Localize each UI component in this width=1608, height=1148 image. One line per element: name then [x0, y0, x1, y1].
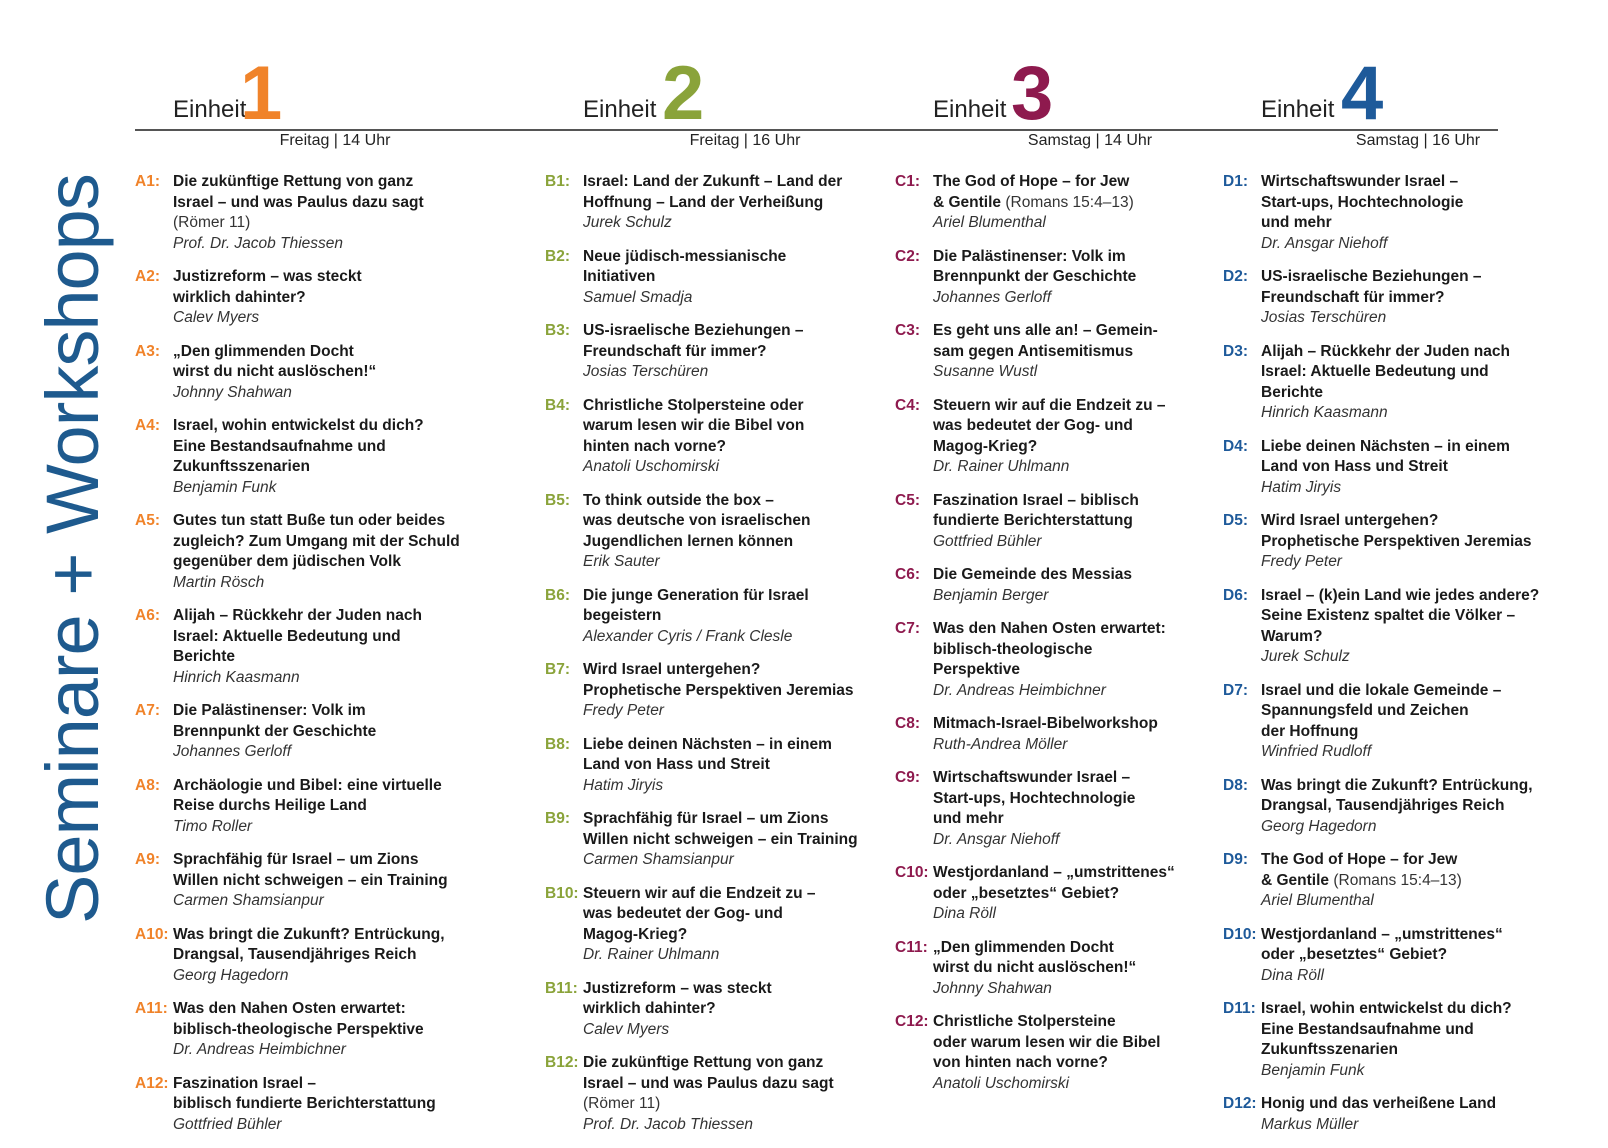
workshop-title: [173, 850, 475, 891]
workshop-title-text: To think outside the box – was deutsche von israelischen Jugendlichen lernen können: [583, 491, 811, 550]
unit-number: 1: [240, 51, 283, 136]
workshop-code: A6:: [135, 607, 160, 624]
workshop-speaker: Martin Rösch: [173, 573, 265, 591]
workshop-item: [545, 809, 890, 871]
workshop-speaker: Dr. Ansgar Niehoff: [933, 830, 1060, 848]
workshop-title: [583, 1053, 890, 1115]
workshop-speaker: Georg Hagedorn: [1261, 817, 1377, 835]
workshop-title-text: Sprachfähig für Israel – um Zions Willen nicht schweigen – ein Training: [173, 851, 448, 889]
workshop-title-text: Alijah – Rückkehr der Juden nach Israel: Aktuelle Bedeutung und Berichte: [1261, 342, 1510, 401]
workshop-speaker: Winfried Rudloff: [1261, 743, 1372, 760]
workshop-title: [583, 884, 890, 946]
workshop-speaker: Calev Myers: [173, 309, 260, 326]
workshop-title-text: Israel, wohin entwickelst du dich? Eine Bestandsaufnahme und Zukunftsszenarien: [173, 417, 424, 475]
workshop-code: A11:: [135, 1000, 168, 1017]
workshop-item: [545, 247, 890, 309]
workshop-title: [933, 321, 1215, 362]
workshop-code: D8:: [1223, 776, 1248, 794]
workshop-code: D12:: [1223, 1095, 1257, 1112]
workshop-title: [583, 979, 890, 1020]
workshop-title-text: Faszination Israel – biblisch fundierte Berichterstattung: [933, 491, 1139, 529]
workshop-item: [1223, 267, 1563, 329]
unit-number: 4: [1341, 51, 1384, 136]
workshop-code: C12:: [895, 1013, 929, 1030]
workshop-item: [1223, 776, 1563, 838]
workshop-speaker: Fredy Peter: [1261, 553, 1342, 570]
workshop-list: [895, 172, 1215, 1107]
workshop-code: D11:: [1223, 1000, 1256, 1017]
unit-timing: Samstag | 14 Uhr: [1027, 132, 1153, 149]
workshop-code: D6:: [1223, 586, 1248, 604]
workshop-item: [135, 925, 475, 987]
workshop-speaker: Dina Röll: [933, 905, 996, 922]
workshop-code: A8:: [135, 776, 160, 794]
workshop-speaker: Hinrich Kaasmann: [173, 668, 300, 686]
workshop-item: [1223, 925, 1563, 987]
workshop-code: C6:: [895, 566, 920, 583]
workshop-title: [583, 491, 890, 553]
workshop-speaker: Gottfried Bühler: [933, 532, 1042, 550]
workshop-speaker: Hatim Jiryis: [583, 776, 664, 794]
workshop-item: [545, 586, 890, 648]
workshop-code: D10:: [1223, 925, 1257, 943]
workshop-title: [173, 342, 475, 383]
workshop-speaker: Erik Sauter: [583, 553, 660, 570]
unit-column-3: [895, 51, 1215, 1092]
workshop-speaker: Benjamin Funk: [173, 478, 277, 496]
workshop-code: C4:: [895, 396, 920, 414]
workshop-speaker: Alexander Cyris / Frank Clesle: [583, 627, 793, 645]
workshop-title: [173, 776, 475, 817]
workshop-title: [1261, 586, 1563, 648]
workshop-code: C7:: [895, 620, 920, 637]
workshop-title-text: Mitmach-Israel-Bibelworkshop: [933, 715, 1158, 732]
workshop-code: D9:: [1223, 851, 1248, 868]
workshop-title-text: Gutes tun statt Buße tun oder beides zugleich? Zum Umgang mit der Schuld gegenüber dem jüdischen Volk: [173, 512, 460, 570]
workshop-title: [1261, 511, 1563, 552]
workshop-title: [933, 714, 1215, 735]
workshop-code: B1:: [545, 173, 570, 190]
workshop-code: B12:: [545, 1054, 579, 1071]
workshop-title: [1261, 1094, 1563, 1115]
unit-word: Einheit: [1261, 96, 1335, 123]
workshop-title: [933, 863, 1215, 904]
unit-header: [545, 51, 880, 136]
workshop-title-text: Justizreform – was steckt wirklich dahinter?: [173, 268, 362, 306]
workshop-title-text: Was den Nahen Osten erwartet: biblisch-theologische Perspektive: [933, 620, 1166, 678]
workshop-code: D4:: [1223, 437, 1248, 455]
workshop-title-text: Die zukünftige Rettung von ganz Israel – und was Paulus dazu sagt: [583, 1054, 834, 1092]
workshop-item: [135, 172, 475, 254]
workshop-speaker: Georg Hagedorn: [173, 966, 289, 984]
workshop-item: [545, 979, 890, 1041]
workshop-title: [1261, 681, 1563, 743]
workshop-item: [895, 565, 1215, 606]
workshop-title: [583, 809, 890, 850]
workshop-code: D2:: [1223, 268, 1248, 285]
workshop-title-text: Die zukünftige Rettung von ganz Israel – und was Paulus dazu sagt: [173, 173, 424, 211]
workshop-title: [933, 247, 1215, 288]
workshop-note: (Römer 11): [173, 214, 251, 231]
workshop-title-text: Was bringt die Zukunft? Entrückung, Drangsal, Tausendjähriges Reich: [1261, 776, 1533, 814]
workshop-speaker: Carmen Shamsianpur: [583, 851, 734, 868]
unit-timing: Freitag | 14 Uhr: [279, 132, 391, 149]
unit-timing: Freitag | 16 Uhr: [689, 132, 801, 149]
workshop-title-text: Was bringt die Zukunft? Entrückung, Drangsal, Tausendjähriges Reich: [173, 925, 445, 963]
workshop-note: (Romans 15:4–13): [1005, 193, 1134, 211]
workshop-title: [173, 1074, 475, 1115]
workshop-code: C8:: [895, 715, 920, 732]
workshop-item: [135, 776, 475, 838]
workshop-code: C5:: [895, 491, 920, 509]
workshop-title-text: Wird Israel untergehen? Prophetische Perspektiven Jeremias: [583, 661, 854, 699]
workshop-code: A7:: [135, 702, 160, 719]
workshop-speaker: Dr. Andreas Heimbichner: [933, 681, 1106, 699]
workshop-title: [583, 660, 890, 701]
workshop-speaker: Carmen Shamsianpur: [173, 892, 324, 909]
workshop-item: [895, 1012, 1215, 1094]
workshop-title: [173, 416, 475, 478]
workshop-note: (Romans 15:4–13): [1333, 871, 1462, 889]
workshop-item: [135, 511, 475, 593]
workshop-title-text: The God of Hope – for Jew & Gentile: [933, 173, 1130, 211]
workshop-code: A4:: [135, 417, 160, 434]
workshop-item: [135, 1074, 475, 1136]
workshop-item: [135, 999, 475, 1061]
workshop-code: C1:: [895, 173, 920, 190]
workshop-speaker: Fredy Peter: [583, 702, 664, 719]
workshop-title: [583, 586, 890, 627]
workshop-speaker: Samuel Smadja: [583, 288, 693, 306]
workshop-item: [1223, 850, 1563, 912]
workshop-speaker: Susanne Wustl: [933, 363, 1038, 380]
unit-word: Einheit: [933, 96, 1007, 123]
workshop-title: [1261, 267, 1563, 308]
workshop-item: [895, 619, 1215, 701]
workshop-code: A9:: [135, 851, 160, 868]
workshop-title: [583, 735, 890, 776]
workshop-speaker: Ariel Blumenthal: [933, 214, 1046, 231]
workshop-code: A10:: [135, 925, 169, 943]
workshop-item: [1223, 437, 1563, 499]
workshop-item: [895, 247, 1215, 309]
workshop-title: [173, 606, 475, 668]
workshop-list: [135, 172, 475, 1148]
workshop-code: D3:: [1223, 342, 1248, 360]
workshop-item: [135, 342, 475, 404]
workshop-code: B8:: [545, 735, 570, 753]
workshop-title-text: Liebe deinen Nächsten – in einem Land von Hass und Streit: [1261, 437, 1510, 475]
workshop-title: [1261, 999, 1563, 1061]
workshop-title-text: Israel und die lokale Gemeinde – Spannungsfeld und Zeichen der Hoffnung: [1261, 681, 1502, 740]
workshop-item: [545, 735, 890, 797]
workshop-title: [1261, 437, 1563, 478]
workshop-code: B11:: [545, 979, 578, 997]
workshop-speaker: Gottfried Bühler: [173, 1115, 282, 1133]
workshop-title-text: Steuern wir auf die Endzeit zu – was bedeutet der Gog- und Magog-Krieg?: [583, 884, 816, 943]
workshop-title-text: Christliche Stolpersteine oder warum lesen wir die Bibel von hinten nach vorne?: [583, 396, 805, 455]
workshop-title-text: Alijah – Rückkehr der Juden nach Israel: Aktuelle Bedeutung und Berichte: [173, 607, 422, 665]
workshop-title: [1261, 172, 1563, 234]
workshop-code: A3:: [135, 342, 160, 360]
unit-number: 2: [662, 51, 705, 136]
workshop-speaker: Markus Müller: [1261, 1115, 1359, 1133]
workshop-code: B10:: [545, 884, 579, 902]
workshop-speaker: Timo Roller: [173, 817, 253, 835]
workshop-title: [173, 267, 475, 308]
workshop-code: C2:: [895, 247, 920, 265]
workshop-code: B7:: [545, 661, 570, 678]
workshop-note: (Römer 11): [583, 1095, 661, 1112]
workshop-title-text: Wirtschaftswunder Israel – Start-ups, Hochtechnologie und mehr: [1261, 173, 1464, 231]
workshop-speaker: Anatoli Uschomirski: [583, 458, 720, 475]
workshop-item: [895, 172, 1215, 234]
workshop-item: [545, 172, 890, 234]
unit-column-2: [545, 51, 880, 1133]
workshop-item: [1223, 681, 1563, 763]
workshop-title-text: Die Palästinenser: Volk im Brennpunkt der Geschichte: [933, 247, 1137, 285]
unit-word: Einheit: [173, 96, 247, 123]
unit-number: 3: [1011, 51, 1054, 136]
workshop-code: B4:: [545, 396, 570, 414]
workshop-title: [173, 511, 475, 573]
workshop-title: [933, 172, 1215, 213]
workshop-speaker: Johannes Gerloff: [173, 743, 292, 760]
workshop-speaker: Anatoli Uschomirski: [933, 1074, 1070, 1092]
workshop-title-text: Steuern wir auf die Endzeit zu – was bedeutet der Gog- und Magog-Krieg?: [933, 396, 1166, 455]
workshop-speaker: Dr. Andreas Heimbichner: [173, 1041, 346, 1058]
workshop-speaker: Ariel Blumenthal: [1261, 892, 1374, 909]
workshop-code: B9:: [545, 810, 570, 827]
workshop-code: A1:: [135, 173, 160, 190]
workshop-item: [895, 321, 1215, 383]
workshop-code: C9:: [895, 769, 920, 786]
unit-header: [135, 51, 470, 136]
workshop-item: [545, 396, 890, 478]
workshop-title-text: Die Palästinenser: Volk im Brennpunkt der Geschichte: [173, 702, 377, 740]
workshop-speaker: Benjamin Berger: [933, 586, 1049, 604]
workshop-title: [933, 565, 1215, 586]
workshop-title-text: Wird Israel untergehen? Prophetische Perspektiven Jeremias: [1261, 512, 1532, 550]
workshop-title: [933, 768, 1215, 830]
workshop-code: B3:: [545, 322, 570, 339]
workshop-title: [583, 172, 890, 213]
workshop-speaker: Hinrich Kaasmann: [1261, 404, 1388, 421]
workshop-item: [135, 850, 475, 912]
workshop-title-text: Israel – (k)ein Land wie jedes andere? Seine Existenz spaltet die Völker – Warum?: [1261, 586, 1540, 645]
side-title: Seminare + Workshops: [31, 174, 114, 924]
workshop-code: A12:: [135, 1074, 169, 1092]
workshop-code: D5:: [1223, 512, 1248, 529]
workshop-code: C11:: [895, 938, 928, 956]
workshop-title: [933, 1012, 1215, 1074]
workshop-title-text: Wirtschaftswunder Israel – Start-ups, Hochtechnologie und mehr: [933, 769, 1136, 827]
workshop-item: [1223, 999, 1563, 1081]
workshop-title: [1261, 850, 1563, 891]
unit-header: [1223, 51, 1558, 136]
workshop-title: [583, 247, 890, 288]
workshop-item: [135, 606, 475, 688]
workshop-list: [1223, 172, 1563, 1148]
workshop-item: [1223, 1094, 1563, 1135]
workshop-item: [545, 491, 890, 573]
workshop-item: [135, 267, 475, 329]
workshop-item: [1223, 342, 1563, 424]
workshop-title: [583, 396, 890, 458]
workshop-speaker: Johnny Shahwan: [933, 979, 1052, 997]
workshop-code: D7:: [1223, 681, 1248, 699]
workshop-speaker: Hatim Jiryis: [1261, 478, 1342, 496]
workshop-code: C10:: [895, 864, 929, 881]
workshop-title: [173, 701, 475, 742]
workshop-speaker: Dr. Ansgar Niehoff: [1261, 234, 1388, 252]
workshop-title-text: Honig und das verheißene Land: [1261, 1095, 1497, 1112]
workshop-item: [895, 396, 1215, 478]
workshop-item: [895, 938, 1215, 1000]
workshop-title: [173, 925, 475, 966]
workshop-title-text: Israel: Land der Zukunft – Land der Hoffnung – Land der Verheißung: [583, 173, 843, 211]
workshop-speaker: Dr. Rainer Uhlmann: [933, 458, 1070, 475]
workshop-speaker: Jurek Schulz: [583, 214, 672, 231]
workshop-speaker: Dr. Rainer Uhlmann: [583, 946, 720, 963]
workshop-item: [545, 660, 890, 722]
workshop-title-text: Faszination Israel – biblisch fundierte Berichterstattung: [173, 1074, 436, 1112]
workshop-item: [895, 491, 1215, 553]
workshop-title: [583, 321, 890, 362]
unit-timing: Samstag | 16 Uhr: [1355, 132, 1481, 149]
workshop-code: B2:: [545, 247, 570, 265]
workshop-title-text: The God of Hope – for Jew & Gentile: [1261, 851, 1458, 889]
workshop-title-text: Neue jüdisch-messianische Initiativen: [583, 247, 787, 285]
workshop-code: A5:: [135, 512, 160, 529]
workshop-title: [933, 396, 1215, 458]
workshop-speaker: Johnny Shahwan: [173, 383, 292, 401]
workshop-speaker: Josias Terschüren: [1261, 309, 1387, 326]
workshop-item: [545, 884, 890, 966]
workshop-title-text: Archäologie und Bibel: eine virtuelle Reise durchs Heilige Land: [173, 776, 442, 814]
workshop-item: [895, 714, 1215, 755]
workshop-item: [895, 863, 1215, 925]
workshop-list: [545, 172, 890, 1148]
workshop-speaker: Calev Myers: [583, 1020, 670, 1038]
workshop-title-text: US-israelische Beziehungen – Freundschaft für immer?: [1261, 268, 1482, 306]
workshop-speaker: Benjamin Funk: [1261, 1061, 1365, 1079]
workshop-speaker: Dina Röll: [1261, 966, 1324, 984]
workshop-speaker: Prof. Dr. Jacob Thiessen: [173, 234, 343, 252]
workshop-item: [895, 768, 1215, 850]
workshop-code: B5:: [545, 491, 570, 509]
unit-header: [895, 51, 1215, 136]
workshop-title: [933, 619, 1215, 681]
workshop-title: [1261, 776, 1563, 817]
unit-column-4: [1223, 51, 1558, 1133]
workshop-title: [173, 172, 475, 234]
workshop-title-text: Justizreform – was steckt wirklich dahinter?: [583, 979, 772, 1017]
workshop-speaker: Ruth-Andrea Möller: [933, 735, 1068, 753]
unit-word: Einheit: [583, 96, 657, 123]
workshop-title-text: Was den Nahen Osten erwartet: biblisch-theologische Perspektive: [173, 1000, 424, 1038]
workshop-speaker: Prof. Dr. Jacob Thiessen: [583, 1115, 753, 1133]
workshop-item: [545, 321, 890, 383]
workshop-item: [545, 1053, 890, 1135]
workshop-title-text: Westjordanland – „umstrittenes“ oder „besetztes“ Gebiet?: [1261, 925, 1503, 963]
workshop-code: A2:: [135, 268, 160, 285]
workshop-item: [1223, 586, 1563, 668]
workshop-title-text: Die Gemeinde des Messias: [933, 566, 1133, 583]
workshop-code: B6:: [545, 586, 570, 604]
workshop-code: D1:: [1223, 173, 1248, 190]
workshop-title-text: Die junge Generation für Israel begeistern: [583, 586, 809, 624]
workshop-title: [933, 491, 1215, 532]
workshop-title: [1261, 342, 1563, 404]
workshop-title-text: Sprachfähig für Israel – um Zions Willen nicht schweigen – ein Training: [583, 810, 858, 848]
workshop-title-text: Israel, wohin entwickelst du dich? Eine Bestandsaufnahme und Zukunftsszenarien: [1261, 1000, 1512, 1058]
unit-column-1: [135, 51, 470, 1133]
workshop-item: [135, 416, 475, 498]
workshop-title-text: „Den glimmenden Docht wirst du nicht auslöschen!“: [173, 342, 377, 380]
workshop-item: [135, 701, 475, 763]
workshop-speaker: Jurek Schulz: [1261, 648, 1350, 665]
workshop-title: [1261, 925, 1563, 966]
workshop-title-text: Liebe deinen Nächsten – in einem Land von Hass und Streit: [583, 735, 832, 773]
workshop-speaker: Josias Terschüren: [583, 363, 709, 380]
workshop-title: [933, 938, 1215, 979]
workshop-title-text: Westjordanland – „umstrittenes“ oder „besetztes“ Gebiet?: [933, 864, 1175, 902]
workshop-speaker: Johannes Gerloff: [933, 288, 1052, 306]
workshop-title-text: Christliche Stolpersteine oder warum lesen wir die Bibel von hinten nach vorne?: [933, 1013, 1161, 1071]
header-rule: [135, 129, 1498, 131]
workshop-title-text: US-israelische Beziehungen – Freundschaft für immer?: [583, 322, 804, 360]
workshop-item: [1223, 172, 1563, 254]
workshop-code: C3:: [895, 322, 920, 339]
workshop-item: [1223, 511, 1563, 573]
workshop-title-text: „Den glimmenden Docht wirst du nicht auslöschen!“: [933, 938, 1137, 976]
workshop-title: [173, 999, 475, 1040]
workshop-title-text: Es geht uns alle an! – Gemein- sam gegen Antisemitismus: [933, 322, 1158, 360]
